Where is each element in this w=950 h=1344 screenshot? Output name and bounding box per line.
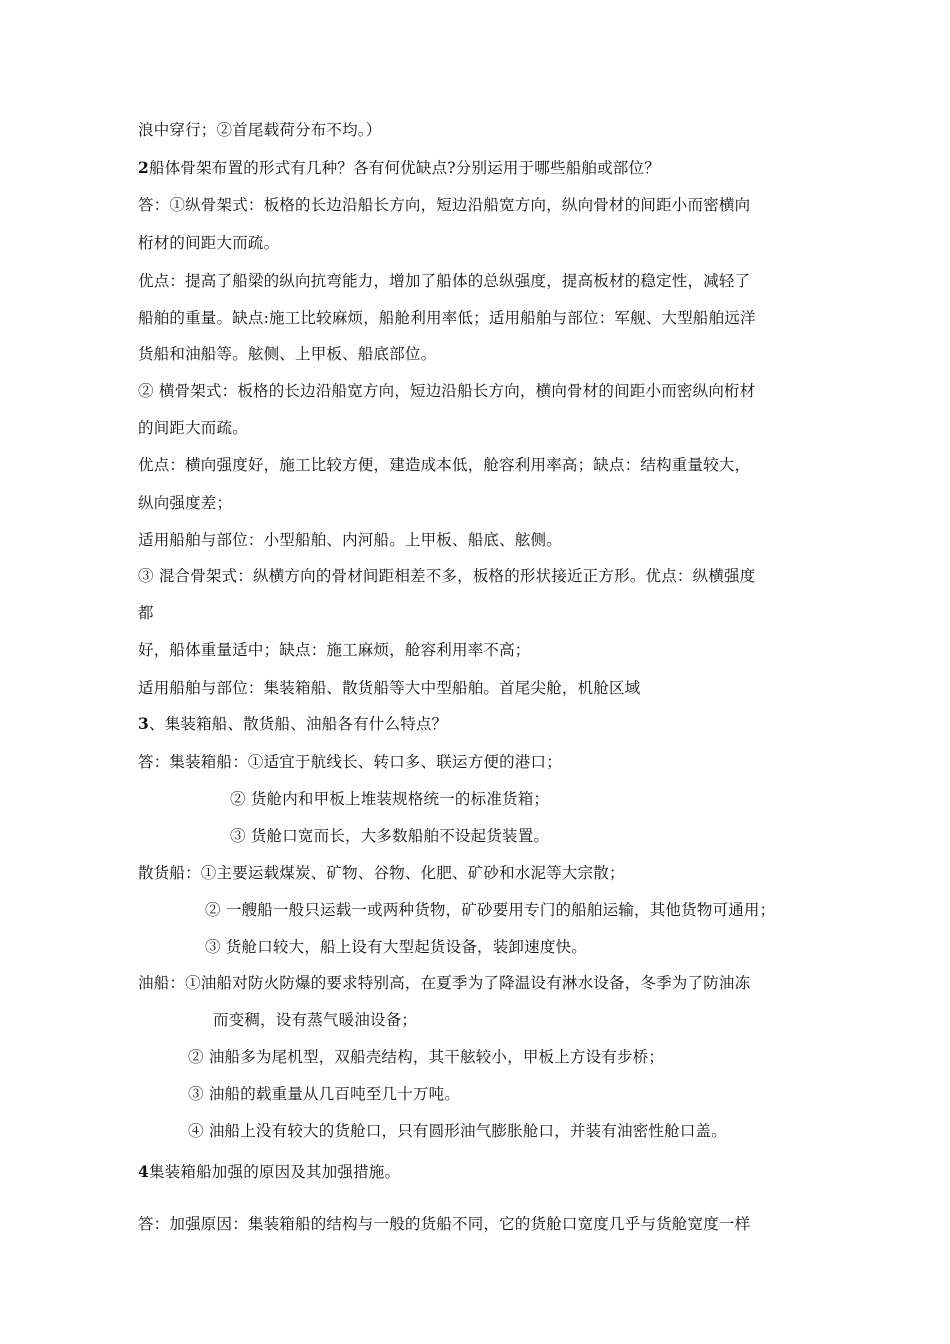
text-line: 货船和油船等。舷侧、上甲板、船底部位。 — [138, 345, 437, 363]
question-2-heading — [138, 158, 660, 178]
text-line: 适用船舶与部位：小型船舶、内河船。上甲板、船底、舷侧。 — [138, 531, 562, 549]
question-text: 船体骨架布置的形式有几种？各有何优缺点?分别运用于哪些船舶或部位？ — [149, 159, 660, 177]
text-line: 油船：①油船对防火防爆的要求特别高，在夏季为了降温设有淋水设备，冬季为了防油冻 — [138, 974, 751, 992]
text-line: ② 油船多为尾机型，双船壳结构，其干舷较小，甲板上方设有步桥； — [188, 1048, 665, 1066]
text-line: ③ 油船的载重量从几百吨至几十万吨。 — [188, 1085, 461, 1103]
text-line: ② 一艘船一般只运载一或两种货物，矿砂要用专门的船舶运输，其他货物可通用； — [205, 901, 776, 919]
text-line: ④ 油船上没有较大的货舱口，只有圆形油气膨胀舱口，并装有油密性舱口盖。 — [188, 1122, 727, 1140]
text-line: ② 横骨架式：板格的长边沿船宽方向，短边沿船长方向，横向骨材的间距小而密纵向桁材 — [138, 382, 756, 400]
question-number: 4 — [138, 1162, 149, 1181]
text-line: 船舶的重量。缺点:施工比较麻烦，船舱利用率低；适用船舶与部位：军舰、大型船舶远洋 — [138, 309, 756, 327]
text-line: 答：①纵骨架式：板格的长边沿船长方向，短边沿船宽方向，纵向骨材的间距小而密横向 — [138, 196, 751, 214]
text-line: 适用船舶与部位：集装箱船、散货船等大中型船舶。首尾尖舱，机舱区域 — [138, 679, 641, 697]
question-number: 3 — [138, 714, 149, 733]
question-4-heading — [138, 1162, 400, 1182]
text-line: 优点：横向强度好，施工比较方便，建造成本低，舱容利用率高；缺点：结构重量较大， — [138, 456, 751, 474]
question-number: 2 — [138, 158, 149, 177]
text-line: 浪中穿行；②首尾载荷分布不均。） — [138, 121, 382, 139]
text-line: ③ 混合骨架式：纵横方向的骨材间距相差不多，板格的形状接近正方形。优点：纵横强度 — [138, 567, 756, 585]
text-line: 都 — [138, 604, 154, 622]
question-text: 集装箱船加强的原因及其加强措施。 — [149, 1163, 401, 1181]
question-text: 、集装箱船、散货船、油船各有什么特点？ — [149, 715, 448, 733]
text-line: 而变稠，设有蒸气暖油设备； — [213, 1011, 418, 1029]
text-line: 纵向强度差； — [138, 494, 233, 512]
text-line: 的间距大而疏。 — [138, 419, 248, 437]
text-line: ② 货舱内和甲板上堆装规格统一的标准货箱； — [230, 790, 550, 808]
question-3-heading — [138, 714, 447, 734]
text-line: 答：加强原因：集装箱船的结构与一般的货船不同，它的货舱口宽度几乎与货舱宽度一样 — [138, 1215, 751, 1233]
text-line: 散货船：①主要运载煤炭、矿物、谷物、化肥、矿砂和水泥等大宗散； — [138, 864, 625, 882]
text-line: ③ 货舱口宽而长，大多数船舶不设起货装置。 — [230, 827, 550, 845]
text-line: ③ 货舱口较大，船上设有大型起货设备，装卸速度快。 — [205, 938, 587, 956]
text-line: 好，船体重量适中；缺点：施工麻烦，舱容利用率不高； — [138, 641, 531, 659]
text-line: 桁材的间距大而疏。 — [138, 234, 280, 252]
text-line: 答：集装箱船：①适宜于航线长、转口多、联运方便的港口； — [138, 753, 562, 771]
text-line: 优点：提高了船梁的纵向抗弯能力，增加了船体的总纵强度，提高板材的稳定性，减轻了 — [138, 272, 751, 290]
